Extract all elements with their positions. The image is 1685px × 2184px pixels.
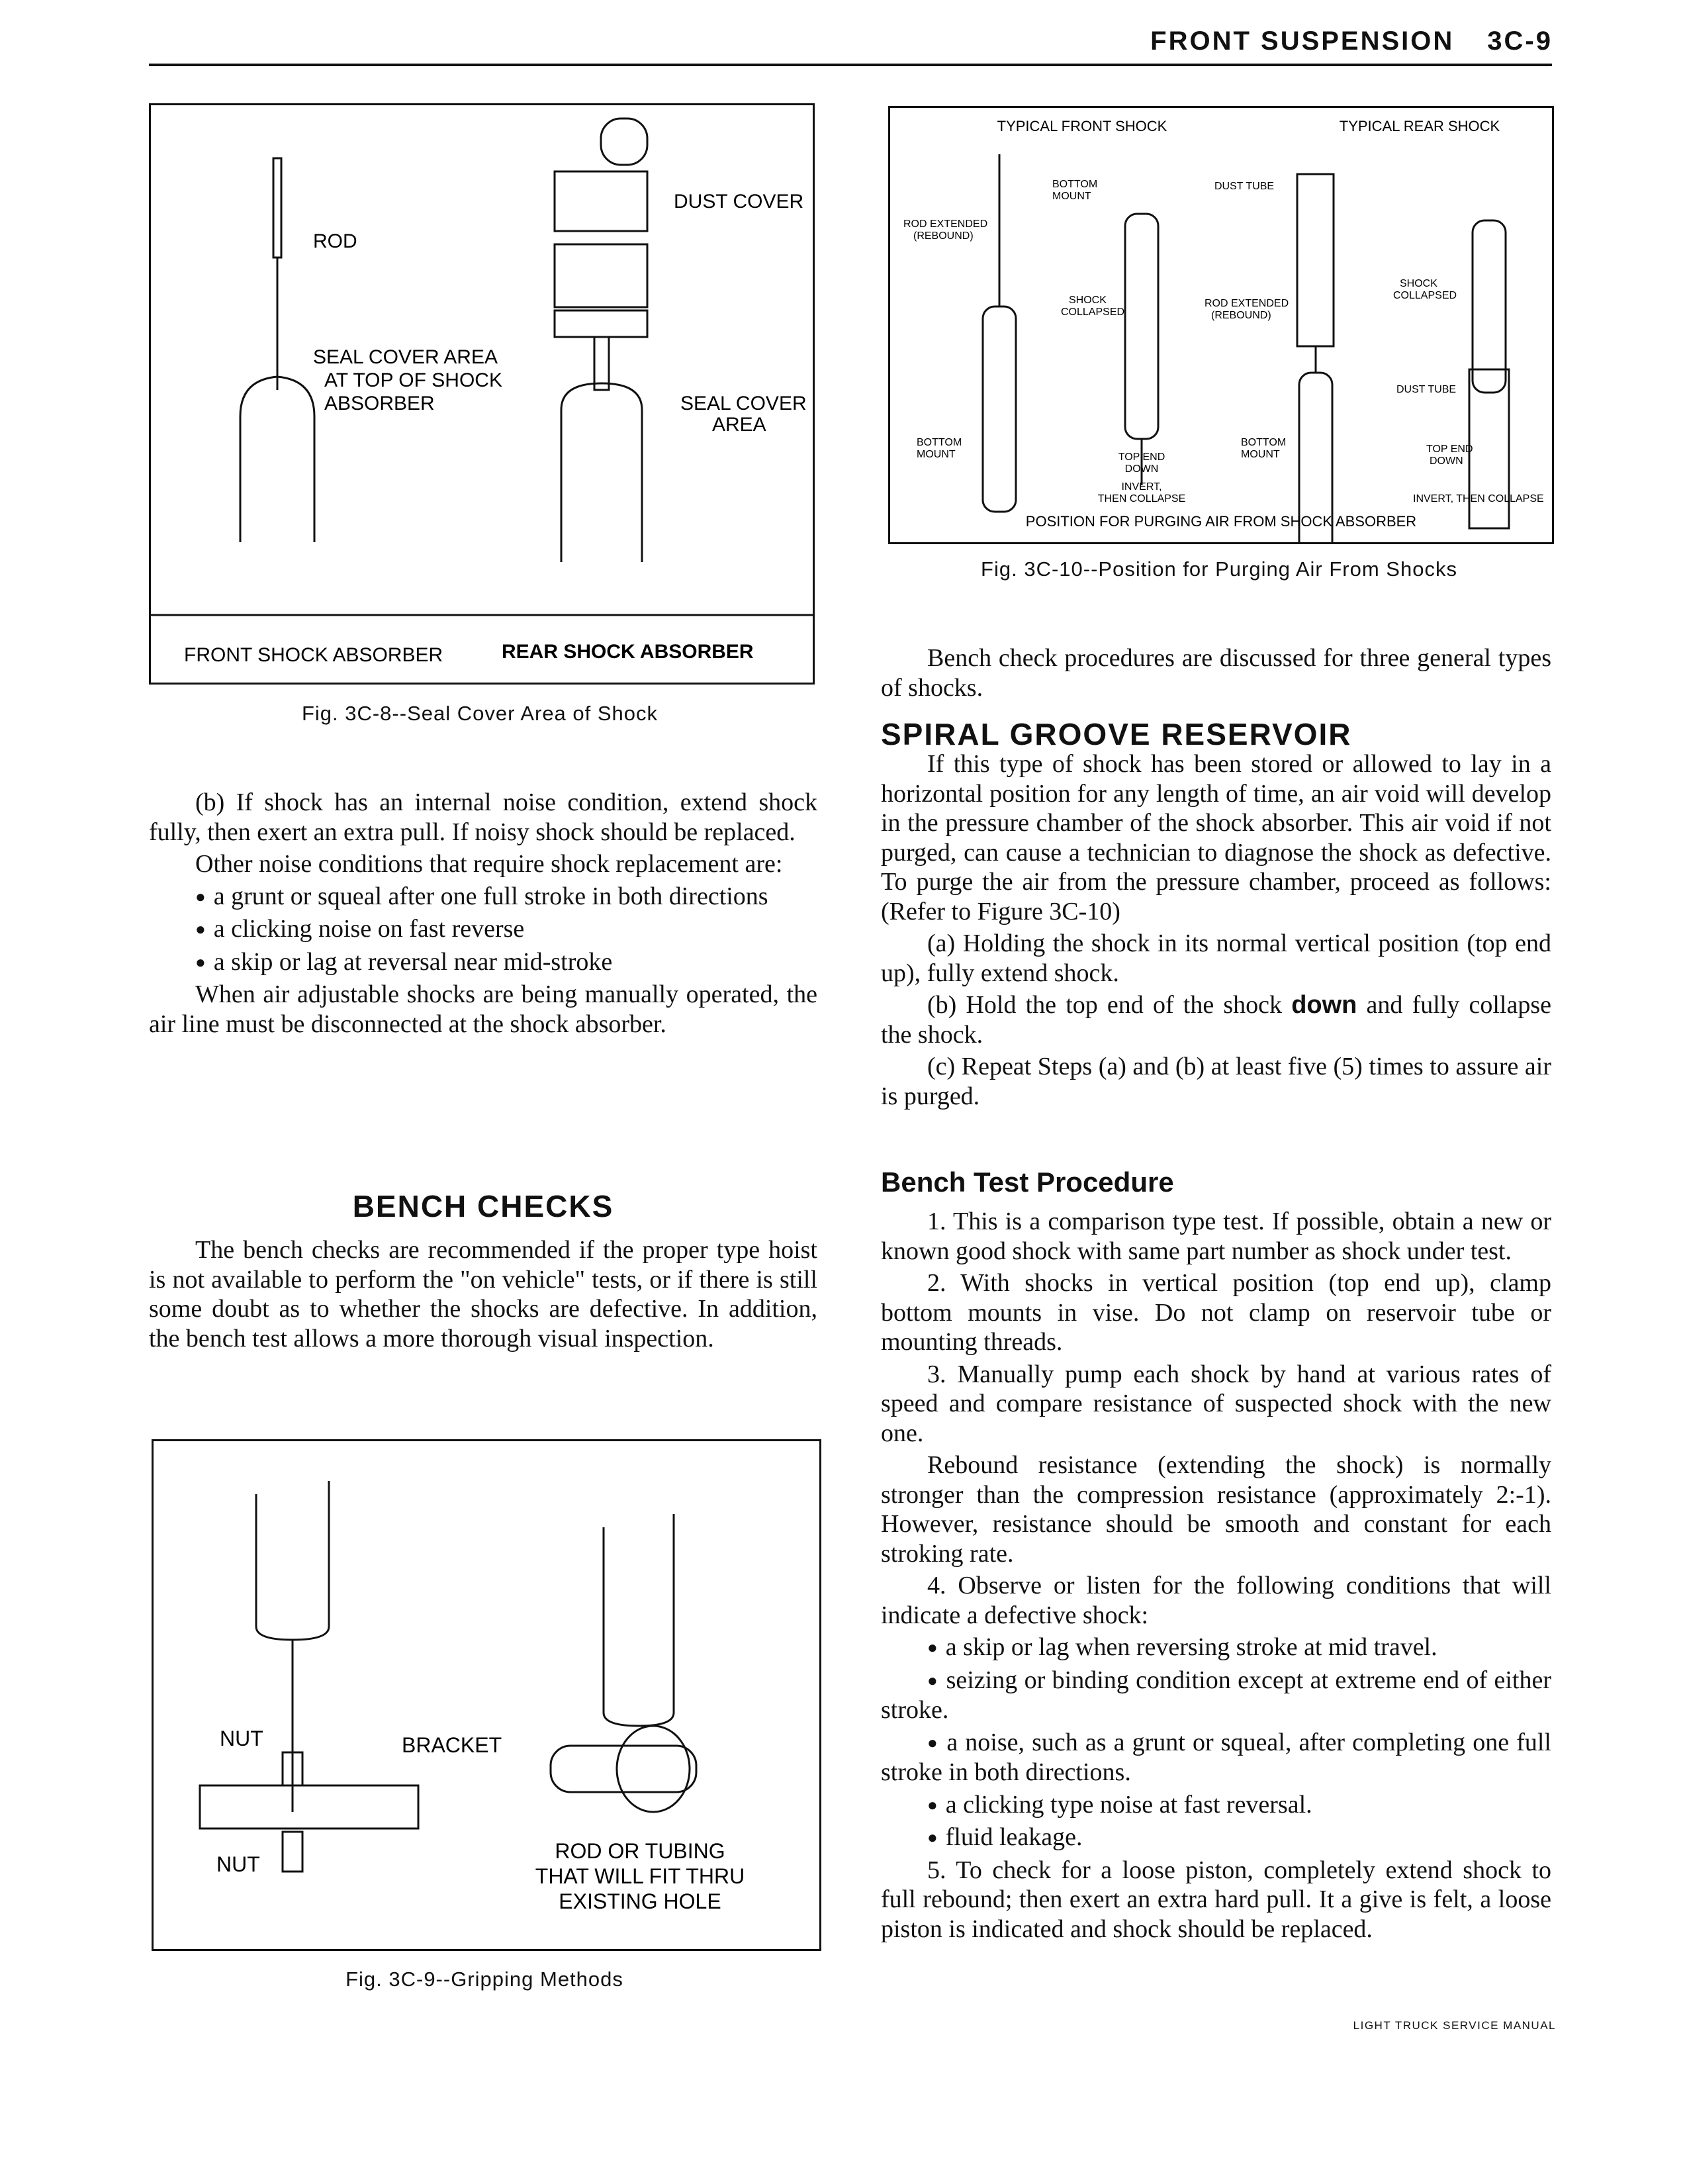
text: and fully collapse the shock.: [881, 991, 1552, 1049]
bullet-item: ● a clicking type noise at fast reversal.: [881, 1790, 1551, 1821]
bullet-item: ● a noise, such as a grunt or squeal, after completing one full stroke in both directions.: [881, 1728, 1551, 1787]
label-top-end-down-2: DOWN: [1124, 463, 1159, 475]
step: 4. Observe or listen for the following conditions that will indicate a defective shock:: [881, 1572, 1551, 1629]
figure-inner-title: POSITION FOR PURGING AIR FROM SHOCK ABSORBER: [1025, 513, 1417, 530]
section-title: FRONT SUSPENSION: [1150, 26, 1455, 56]
seal-cover-illustration: [151, 105, 813, 683]
label-rebound: (REBOUND): [913, 230, 974, 242]
paragraph: (b) If shock has an internal noise condition, extend shock fully, then exert an extra pull. If noisy shock should be replaced.: [149, 788, 817, 846]
label-seal-cover: SEAL COVER: [680, 393, 807, 414]
figure-3c-8: [149, 103, 815, 685]
label-shock-collapsed-rear: SHOCK: [1400, 278, 1437, 289]
label-shock-collapsed-2: COLLAPSED: [1061, 307, 1125, 318]
footer: LIGHT TRUCK SERVICE MANUAL: [1353, 2019, 1556, 2032]
label-rear-shock: REAR SHOCK ABSORBER: [502, 641, 754, 663]
paragraph: (c) Repeat Steps (a) and (b) at least five (5) times to assure air is purged.: [881, 1053, 1551, 1110]
heading-bench-test-procedure: Bench Test Procedure: [881, 1166, 1174, 1198]
paragraph: [881, 990, 1551, 1049]
text: (b) Hold the top end of the shock: [927, 991, 1292, 1019]
label-bottom-mount-front: BOTTOM: [917, 437, 962, 448]
left-column-text: [149, 788, 817, 1041]
heading-spiral-groove-reservoir: SPIRAL GROOVE RESERVOIR: [881, 717, 1352, 751]
label-front-shock: FRONT SHOCK ABSORBER: [184, 644, 443, 666]
label-top-end-rear-2: DOWN: [1430, 455, 1463, 467]
label-bottom-mount-rear: BOTTOM: [1241, 437, 1287, 448]
figure-3c-8-caption: Fig. 3C-8--Seal Cover Area of Shock: [301, 702, 659, 725]
label-typical-rear-shock: TYPICAL REAR SHOCK: [1339, 118, 1500, 134]
paragraph: Rebound resistance (extending the shock) is normally stronger than the compression resistance (approximately 2:-1). However, resistance should be smooth and constant for each stroking rate.: [881, 1451, 1551, 1568]
right-column-text-2: [881, 1207, 1551, 1946]
step: 3. Manually pump each shock by hand at various rates of speed and compare resistance of suspected shock with the new one.: [881, 1360, 1551, 1447]
right-column-text-1: [881, 749, 1551, 1114]
step: 5. To check for a loose piston, completely extend shock to full rebound; then exert an extra hard pull. It a give is felt, a loose piston is indicated and shock should be replaced.: [881, 1856, 1551, 1943]
step: 2. With shocks in vertical position (top end up), clamp bottom mounts in vise. Do not clamp on reservoir tube or mounting threads.: [881, 1269, 1551, 1356]
figure-3c-10: [888, 106, 1554, 544]
bullet-item: ● fluid leakage.: [881, 1823, 1551, 1853]
label-rod: ROD: [313, 230, 357, 252]
label-bracket: BRACKET: [402, 1733, 502, 1757]
paragraph: Other noise conditions that require shock replacement are:: [195, 850, 783, 878]
page-header: [1150, 26, 1553, 56]
label-seal-cover-area: SEAL COVER AREA: [313, 346, 498, 368]
label-bottom-mount: BOTTOM: [1052, 179, 1098, 190]
label-dust-cover: DUST COVER: [674, 191, 804, 213]
label-bottom-mount-front-2: MOUNT: [917, 449, 956, 460]
label-rod-or-tubing-2: THAT WILL FIT THRU: [535, 1864, 745, 1888]
label-nut-bottom: NUT: [216, 1852, 260, 1876]
bullet-item: ● a skip or lag at reversal near mid-stroke: [149, 947, 817, 978]
bullet-item: ● a clicking noise on fast reverse: [149, 914, 817, 945]
label-rod-extended: ROD EXTENDED: [903, 218, 988, 230]
left-column-text-2: [149, 1235, 817, 1356]
header-rule: [149, 64, 1552, 66]
label-seal-cover-area-3: ABSORBER: [324, 393, 435, 414]
label-then-collapse: THEN COLLAPSE: [1097, 493, 1186, 504]
label-seal-cover-2: AREA: [712, 414, 766, 436]
heading-bench-checks: BENCH CHECKS: [352, 1189, 614, 1223]
label-shock-collapsed: SHOCK: [1069, 295, 1107, 306]
step: 1. This is a comparison type test. If possible, obtain a new or known good shock with same part number as shock under test.: [881, 1208, 1551, 1265]
bullet-item: ● seizing or binding condition except at extreme end of either stroke.: [881, 1666, 1551, 1725]
label-dust-tube-rear: DUST TUBE: [1396, 384, 1457, 395]
purging-shocks-illustration: [890, 108, 1552, 542]
label-shock-collapsed-rear-2: COLLAPSED: [1393, 290, 1457, 301]
label-invert: INVERT,: [1121, 481, 1162, 493]
label-rod-or-tubing-3: EXISTING HOLE: [559, 1889, 721, 1913]
label-seal-cover-area-2: AT TOP OF SHOCK: [324, 369, 502, 391]
figure-3c-9-caption: Fig. 3C-9--Gripping Methods: [345, 1968, 623, 1991]
paragraph: (a) Holding the shock in its normal vertical position (top end up), fully extend shock.: [881, 929, 1551, 987]
paragraph: When air adjustable shocks are being manually operated, the air line must be disconnected at the shock absorber.: [149, 980, 817, 1038]
label-top-end-rear: TOP END: [1426, 444, 1473, 455]
label-nut-top: NUT: [220, 1727, 263, 1750]
label-rod-or-tubing: ROD OR TUBING: [555, 1839, 725, 1863]
page-number: 3C-9: [1487, 26, 1553, 56]
paragraph: If this type of shock has been stored or allowed to lay in a horizontal position for any length of time, an air void will develop in the pressure chamber of the shock absorber. This air void if not purged, can cause a technician to diagnose the shock as defective. To purge the air from the pressure chamber, proceed as follows: (Refer to Figure 3C-10): [881, 750, 1551, 926]
gripping-methods-illustration: [154, 1441, 819, 1949]
bullet-item: ● a skip or lag when reversing stroke at mid travel.: [881, 1633, 1551, 1663]
label-top-end-down: TOP END: [1118, 451, 1165, 463]
bullet-item: ● a grunt or squeal after one full stroke in both directions: [149, 882, 817, 912]
label-rebound-rear: (REBOUND): [1211, 310, 1271, 321]
figure-3c-9: [152, 1439, 821, 1951]
paragraph: The bench checks are recommended if the proper type hoist is not available to perform the "on vehicle" tests, or if there is still some doubt as to whether the shocks are defective. In addition, the bench test allows a more thorough visual inspection.: [149, 1236, 817, 1353]
emphasis: down: [1291, 991, 1357, 1019]
label-dust-tube: DUST TUBE: [1214, 181, 1275, 192]
figure-3c-10-caption: Fig. 3C-10--Position for Purging Air From Shocks: [981, 557, 1457, 581]
paragraph: Bench check procedures are discussed for three general types of shocks.: [881, 644, 1551, 702]
label-rod-extended-rear: ROD EXTENDED: [1205, 298, 1289, 309]
label-bottom-mount-rear-2: MOUNT: [1241, 449, 1280, 460]
label-bottom-mount-2: MOUNT: [1052, 191, 1091, 202]
right-column-intro: [881, 643, 1551, 705]
label-invert-then-collapse: INVERT, THEN COLLAPSE: [1413, 493, 1544, 504]
label-typical-front-shock: TYPICAL FRONT SHOCK: [997, 118, 1167, 134]
